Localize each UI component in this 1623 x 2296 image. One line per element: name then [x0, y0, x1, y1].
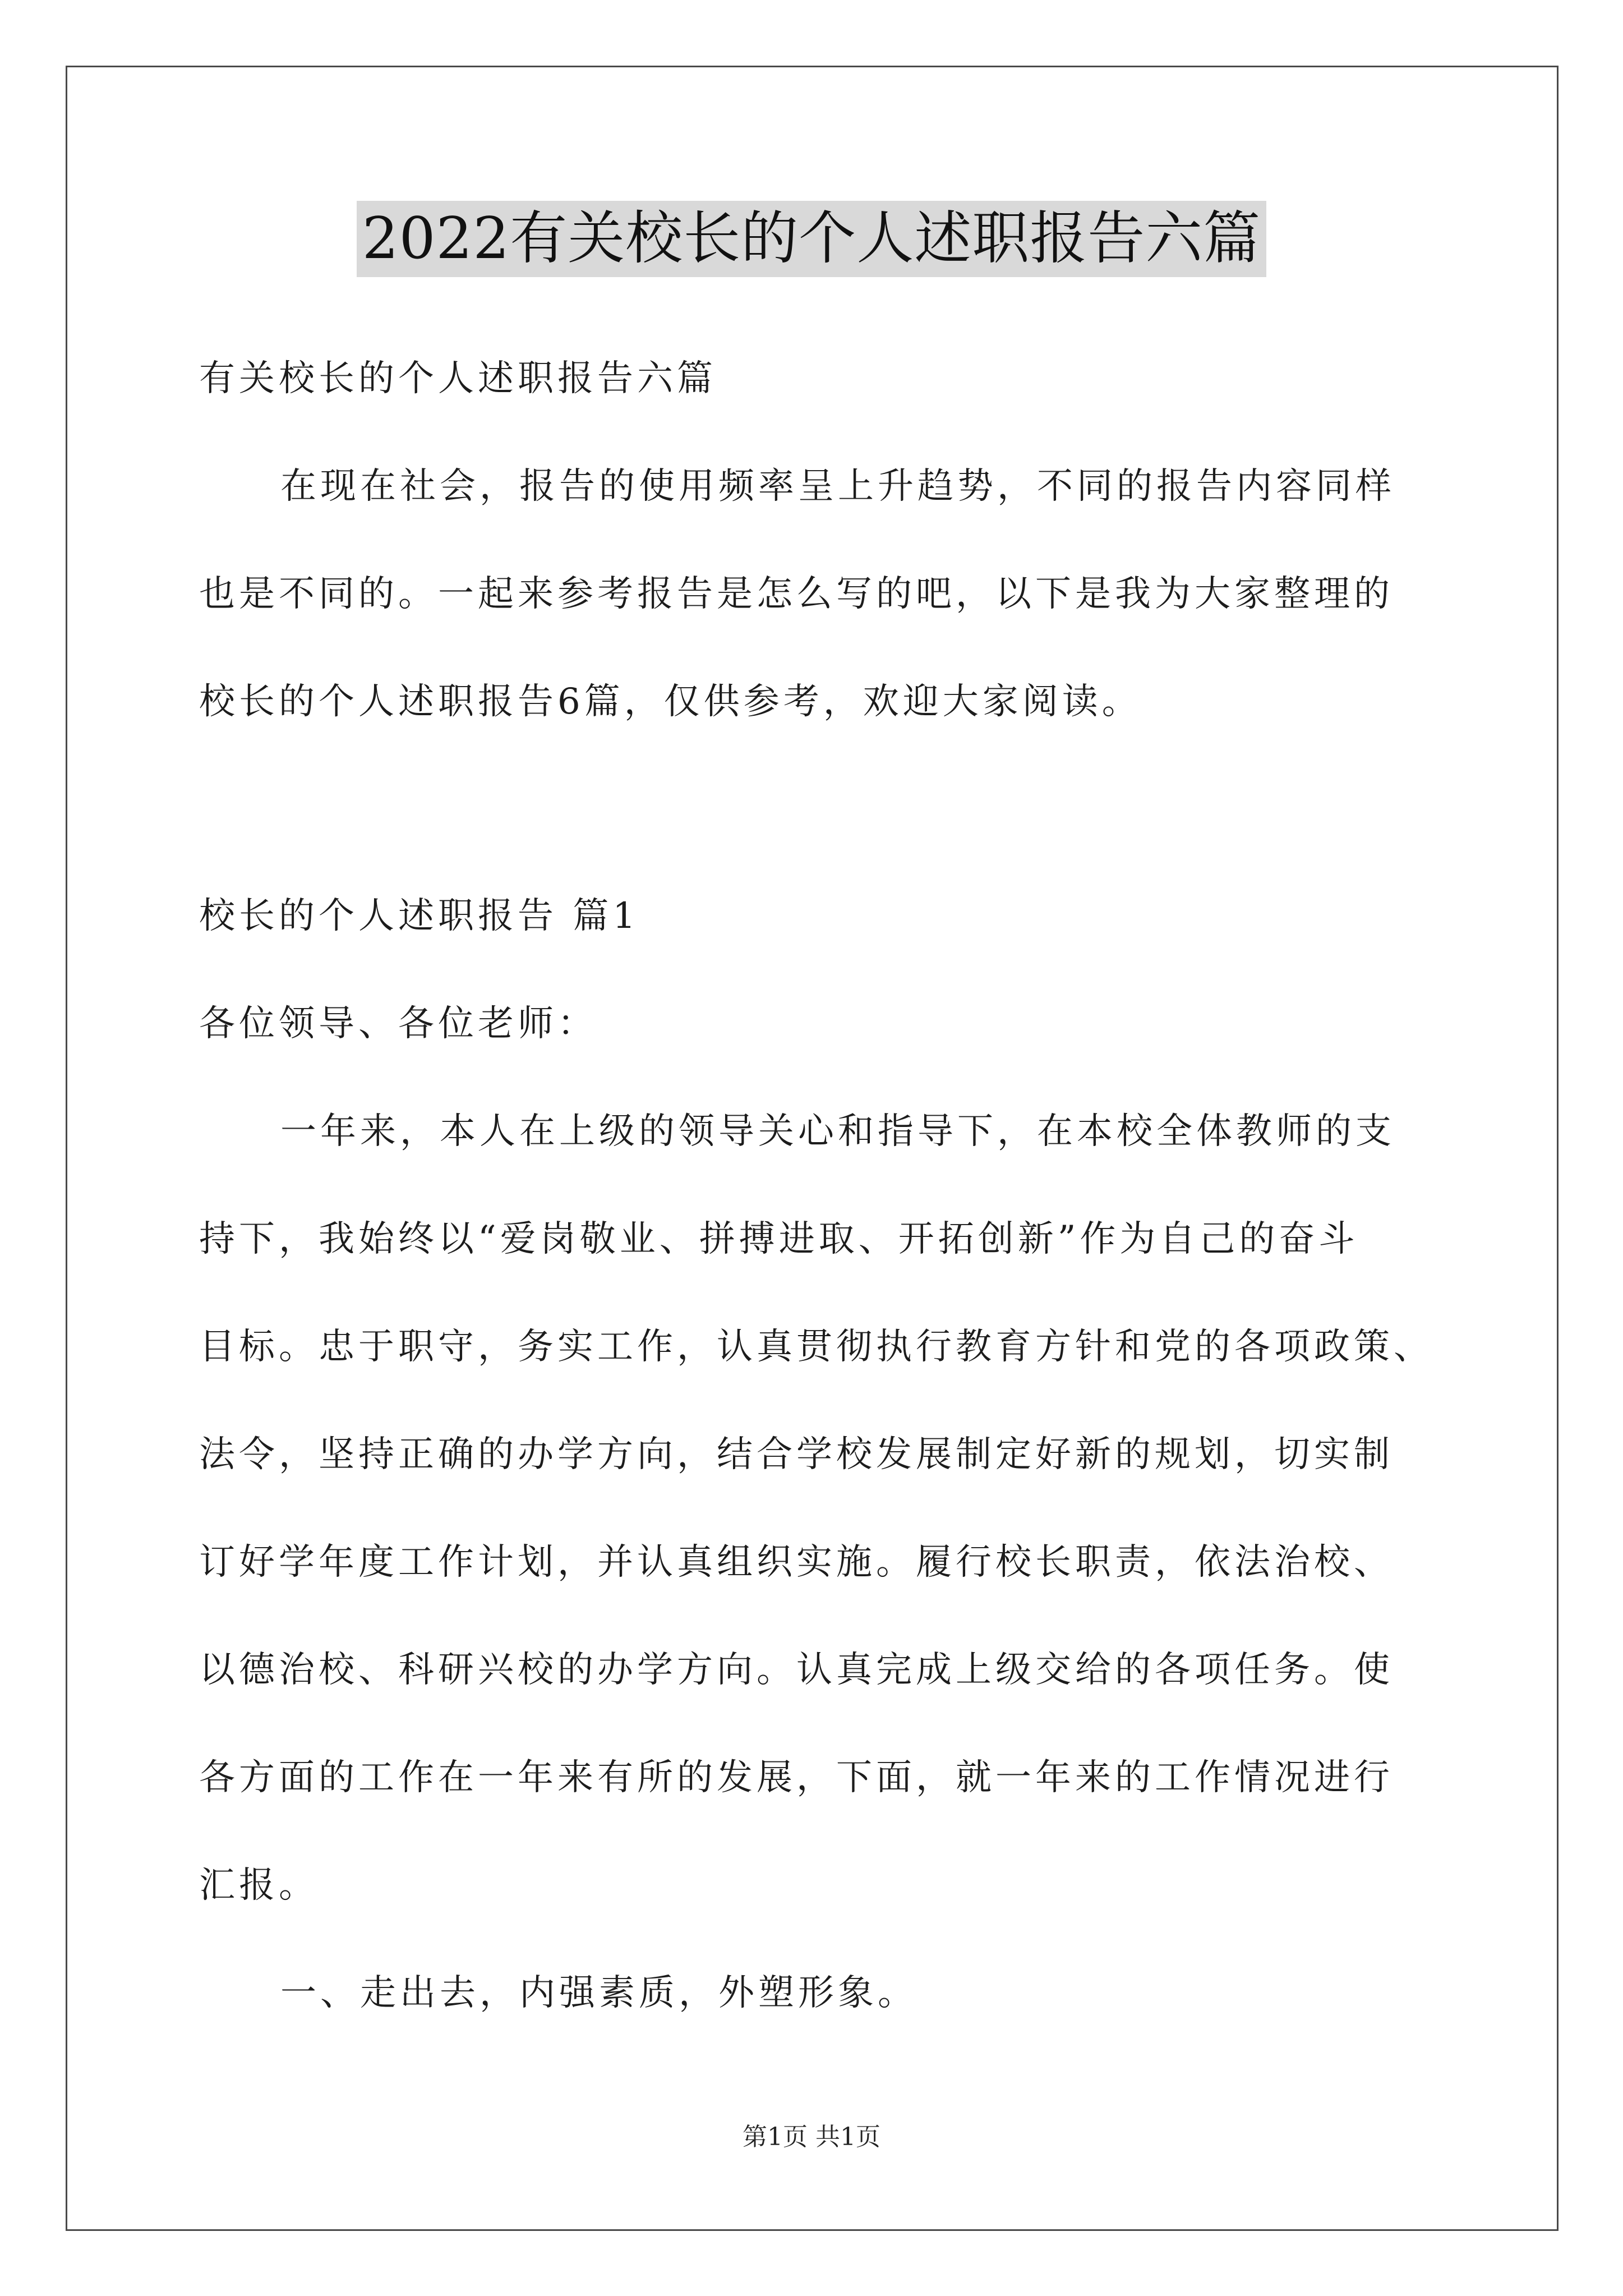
body-line-6: 以德治校、科研兴校的办学方向。认真完成上级交给的各项任务。使 — [199, 1649, 1394, 1691]
intro-line-3: 校长的个人述职报告6篇，仅供参考，欢迎大家阅读。 — [199, 681, 1142, 723]
title-container — [0, 201, 1623, 277]
section-heading: 校长的个人述职报告 篇1 — [199, 895, 640, 937]
body-line-2: 持下，我始终以“爱岗敬业、拼搏进取、开拓创新”作为自己的奋斗 — [199, 1218, 1359, 1260]
body-line-5: 订好学年度工作计划，并认真组织实施。履行校长职责，依法治校、 — [199, 1542, 1394, 1583]
page-footer: 第1页 共1页 — [743, 2123, 880, 2151]
subsection-heading: 一、走出去，内强素质，外塑形象。 — [280, 1972, 917, 2014]
body-line-8: 汇报。 — [199, 1865, 319, 1906]
subtitle-line: 有关校长的个人述职报告六篇 — [199, 358, 717, 399]
intro-line-2: 也是不同的。一起来参考报告是怎么写的吧，以下是我为大家整理的 — [199, 573, 1394, 615]
document-title: 2022有关校长的个人述职报告六篇 — [357, 201, 1267, 277]
body-line-3: 目标。忠于职守，务实工作，认真贯彻执行教育方针和党的各项政策、 — [199, 1326, 1433, 1368]
body-line-7: 各方面的工作在一年来有所的发展，下面，就一年来的工作情况进行 — [199, 1757, 1394, 1798]
body-line-4: 法令，坚持正确的办学方向，结合学校发展制定好新的规划，切实制 — [199, 1434, 1394, 1475]
body-line-1: 一年来，本人在上级的领导关心和指导下，在本校全体教师的支 — [280, 1111, 1395, 1152]
salutation-line: 各位领导、各位老师： — [199, 1003, 597, 1045]
intro-line-1: 在现在社会，报告的使用频率呈上升趋势，不同的报告内容同样 — [280, 466, 1395, 507]
